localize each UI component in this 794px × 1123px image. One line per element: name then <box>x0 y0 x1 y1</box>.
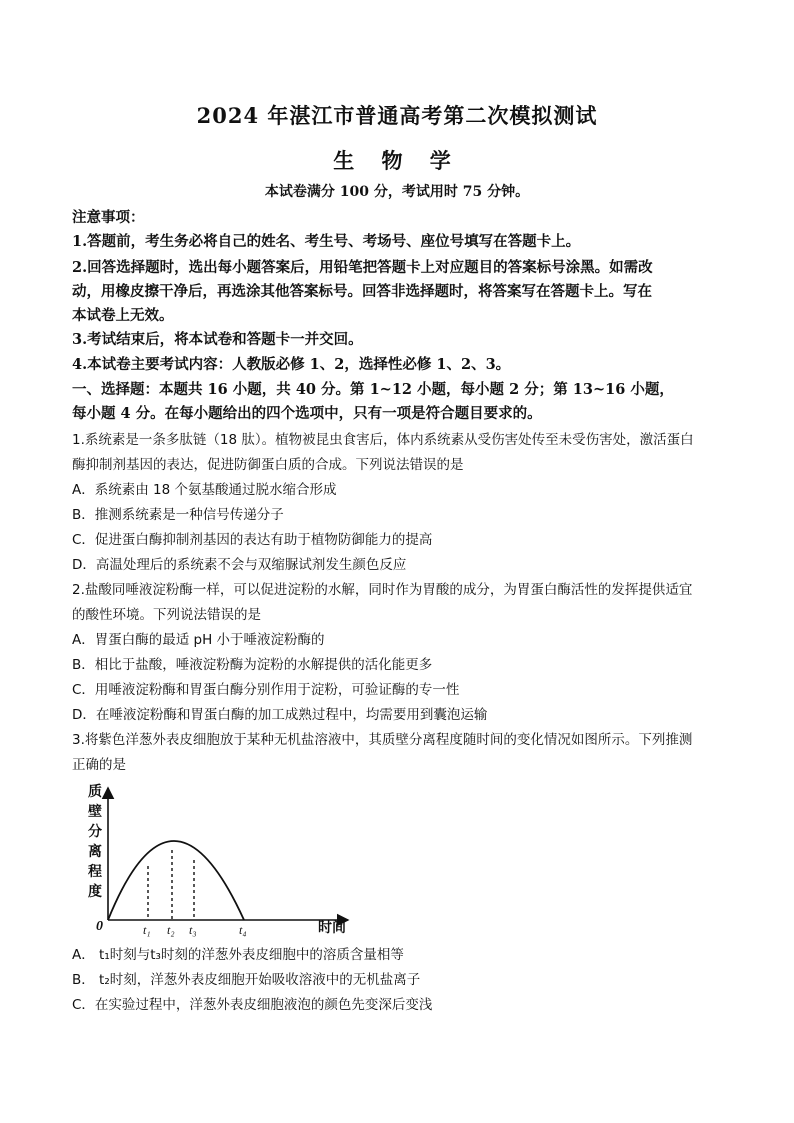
tick-t3: t₃ <box>189 923 197 937</box>
note-2-line3: 本试卷上无效。 <box>72 307 174 324</box>
q2-option-d: D．在唾液淀粉酶和胃蛋白酶的加工成熟过程中，均需要用到囊泡运输 <box>72 707 488 723</box>
q1-option-d: D．高温处理后的系统素不会与双缩脲试剂发生颜色反应 <box>72 557 407 573</box>
y-label-2: 壁 <box>88 805 102 820</box>
q1-option-a: A．系统素由 18 个氨基酸通过脱水缩合形成 <box>72 482 337 498</box>
origin-label: 0 <box>96 919 103 934</box>
y-label-5: 程 <box>88 865 102 880</box>
q3-option-b: B． t₂时刻，洋葱外表皮细胞开始吸收溶液中的无机盐离子 <box>72 972 421 988</box>
q1-option-b: B．推测系统素是一种信号传递分子 <box>72 507 284 523</box>
q1-stem-line1: 1.系统素是一条多肽链（18 肽）。植物被昆虫食害后，体内系统素从受伤害处传至未受伤害处，激活蛋白 <box>72 432 694 448</box>
q1-option-c: C．促进蛋白酶抑制剂基因的表达有助于植物防御能力的提高 <box>72 532 433 548</box>
notes-heading: 注意事项： <box>72 209 145 226</box>
tick-t1: t₁ <box>143 923 151 937</box>
q3-option-c: C．在实验过程中，洋葱外表皮细胞液泡的颜色先变深后变浅 <box>72 997 433 1013</box>
section-1-line1: 一、选择题：本题共 16 小题，共 40 分。第 1~12 小题，每小题 2 分；第 13~16 小题， <box>72 381 674 398</box>
exam-info: 本试卷满分 100 分，考试用时 75 分钟。 <box>264 184 530 200</box>
note-2-line2: 动，用橡皮擦干净后，再选涂其他答案标号。回答非选择题时，将答案写在答题卡上。写在 <box>72 283 652 300</box>
q1-stem-line2: 酶抑制剂基因的表达，促进防御蛋白质的合成。下列说法错误的是 <box>72 457 464 473</box>
note-4: 4.本试卷主要考试内容：人教版必修 1、2，选择性必修 1、2、3。 <box>72 356 511 373</box>
note-2-line1: 2.回答选择题时，选出每小题答案后，用铅笔把答题卡上对应题目的答案标号涂黑。如需改 <box>72 259 653 276</box>
q2-stem-line2: 的酸性环境。下列说法错误的是 <box>72 607 261 623</box>
tick-t2: t₂ <box>167 923 175 937</box>
y-label-3: 分 <box>88 825 102 840</box>
q3-stem-line1: 3.将紫色洋葱外表皮细胞放于某种无机盐溶液中，其质壁分离程度随时间的变化情况如图所示。下列推测 <box>72 732 693 748</box>
plasmolysis-graph <box>72 780 362 940</box>
q3-stem-line2: 正确的是 <box>72 757 126 773</box>
curve <box>108 841 244 920</box>
subject-title: 生 物 学 <box>333 148 461 173</box>
section-1-line2: 每小题 4 分。在每小题给出的四个选项中，只有一项是符合题目要求的。 <box>72 405 542 422</box>
note-3: 3.考试结束后，将本试卷和答题卡一并交回。 <box>72 331 363 348</box>
y-label-1: 质 <box>88 785 102 800</box>
tick-t4: t₄ <box>239 923 247 937</box>
q3-option-a: A． t₁时刻与t₃时刻的洋葱外表皮细胞中的溶质含量相等 <box>72 947 404 963</box>
exam-title: 2024 年湛江市普通高考第二次模拟测试 <box>196 103 598 128</box>
q2-option-c: C．用唾液淀粉酶和胃蛋白酶分别作用于淀粉，可验证酶的专一性 <box>72 682 460 698</box>
y-label-6: 度 <box>88 885 102 900</box>
note-1: 1.答题前，考生务必将自己的姓名、考生号、考场号、座位号填写在答题卡上。 <box>72 233 581 250</box>
y-label-4: 离 <box>88 845 102 860</box>
q2-option-a: A．胃蛋白酶的最适 pH 小于唾液淀粉酶的 <box>72 632 325 648</box>
q2-stem-line1: 2.盐酸同唾液淀粉酶一样，可以促进淀粉的水解，同时作为胃酸的成分，为胃蛋白酶活性的发挥提供适宜 <box>72 582 693 598</box>
q2-option-b: B．相比于盐酸，唾液淀粉酶为淀粉的水解提供的活化能更多 <box>72 657 433 673</box>
x-label: 时间 <box>318 921 346 936</box>
